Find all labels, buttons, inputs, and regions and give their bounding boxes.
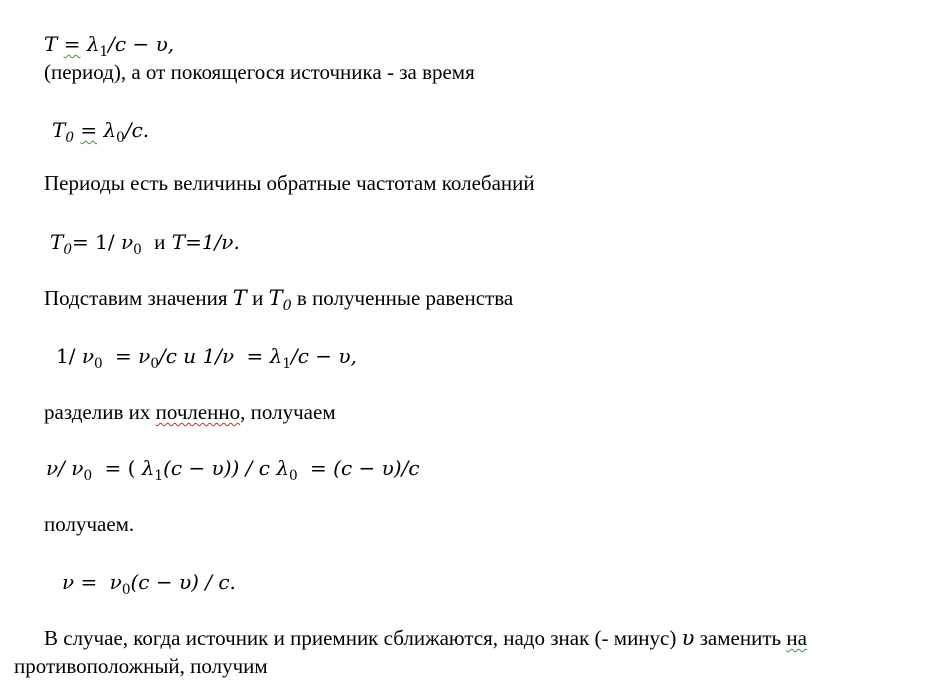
formula-part: /c: [158, 344, 177, 368]
formula-rest: /c − υ,: [108, 32, 175, 56]
formula-part: 1/: [56, 344, 76, 368]
symbol-nu0: $\nu_0$: [120, 230, 142, 258]
formula-part: 1/ν: [202, 344, 235, 368]
paragraph-divide: [44, 402, 336, 423]
formula-period-moving: [44, 32, 175, 60]
text-post: в полученные равенства: [296, 286, 514, 310]
symbol-nu0: $\nu_0$: [138, 344, 159, 372]
formula-part: ν =: [62, 570, 98, 594]
formula-part: (c − υ)) / c: [163, 456, 270, 480]
symbol-lambda1: $\lambda_1$: [269, 344, 291, 372]
paragraph-approaching: [44, 628, 807, 649]
paragraph-approaching-cont: противоположный, получим: [14, 654, 268, 678]
symbol-T0: $T_0$: [52, 118, 74, 146]
flagged-word: на: [786, 626, 807, 650]
formula-rest: = (c − υ)/c: [310, 456, 420, 480]
symbol-lambda: $\lambda_1$: [86, 32, 109, 60]
symbol-T: T: [232, 286, 247, 310]
equals-sign: =: [115, 344, 132, 368]
formula-rest: (c − υ) / c.: [130, 570, 236, 594]
paragraph-result: получаем.: [44, 512, 135, 536]
conjunction: и: [183, 344, 197, 368]
symbol-lambda0: $\lambda_0$: [276, 456, 298, 484]
misspelled-word: почленно: [155, 400, 241, 424]
formula-part: ν/: [46, 456, 65, 480]
symbol-nu0: $\nu_0$: [109, 570, 131, 598]
paragraph-substitute: [44, 286, 514, 314]
equals-sign: =: [80, 118, 98, 142]
paragraph-periods-inverse: Периоды есть величины обратные частотам колебаний: [44, 171, 535, 195]
symbol-lambda1: $\lambda_1$: [141, 456, 164, 484]
symbol-lambda0: $\lambda_0$: [103, 118, 125, 146]
formula-ratio: [46, 456, 420, 484]
formula-part: = 1/: [72, 230, 115, 254]
formula-period-stationary: [52, 118, 150, 146]
symbol-T0: $T_0$: [50, 230, 72, 258]
symbol-T: T: [44, 32, 58, 56]
formula-periods-frequencies: [50, 230, 240, 258]
symbol-T: T: [171, 230, 186, 254]
equals-sign: =: [246, 344, 264, 368]
formula-rest: /c − υ,: [290, 344, 357, 368]
text-pre: В случае, когда источник и приемник сближаются, надо знак (- минус): [44, 626, 682, 650]
symbol-T0: $T_0$: [268, 286, 292, 314]
symbol-upsilon: υ: [681, 626, 695, 650]
text-mid: заменить: [694, 626, 787, 650]
formula-substituted: [56, 344, 357, 372]
text-post: , получаем: [240, 400, 336, 424]
formula-doppler: [62, 570, 236, 598]
formula-rest: /c.: [124, 118, 150, 142]
symbol-nu0: $\nu_0$: [81, 344, 103, 372]
equals-sign: =: [63, 32, 81, 56]
paragraph-period-stationary: (период), а от покоящегося источника - за время: [44, 60, 475, 84]
formula-part: = (: [104, 456, 136, 480]
symbol-nu0: $\nu_0$: [71, 456, 93, 484]
conjunction: и: [252, 286, 264, 310]
text-pre: Подставим значения: [44, 286, 228, 310]
formula-rest: =1/ν.: [185, 230, 240, 254]
text-pre: разделив их: [44, 400, 156, 424]
conjunction: и: [154, 230, 166, 254]
